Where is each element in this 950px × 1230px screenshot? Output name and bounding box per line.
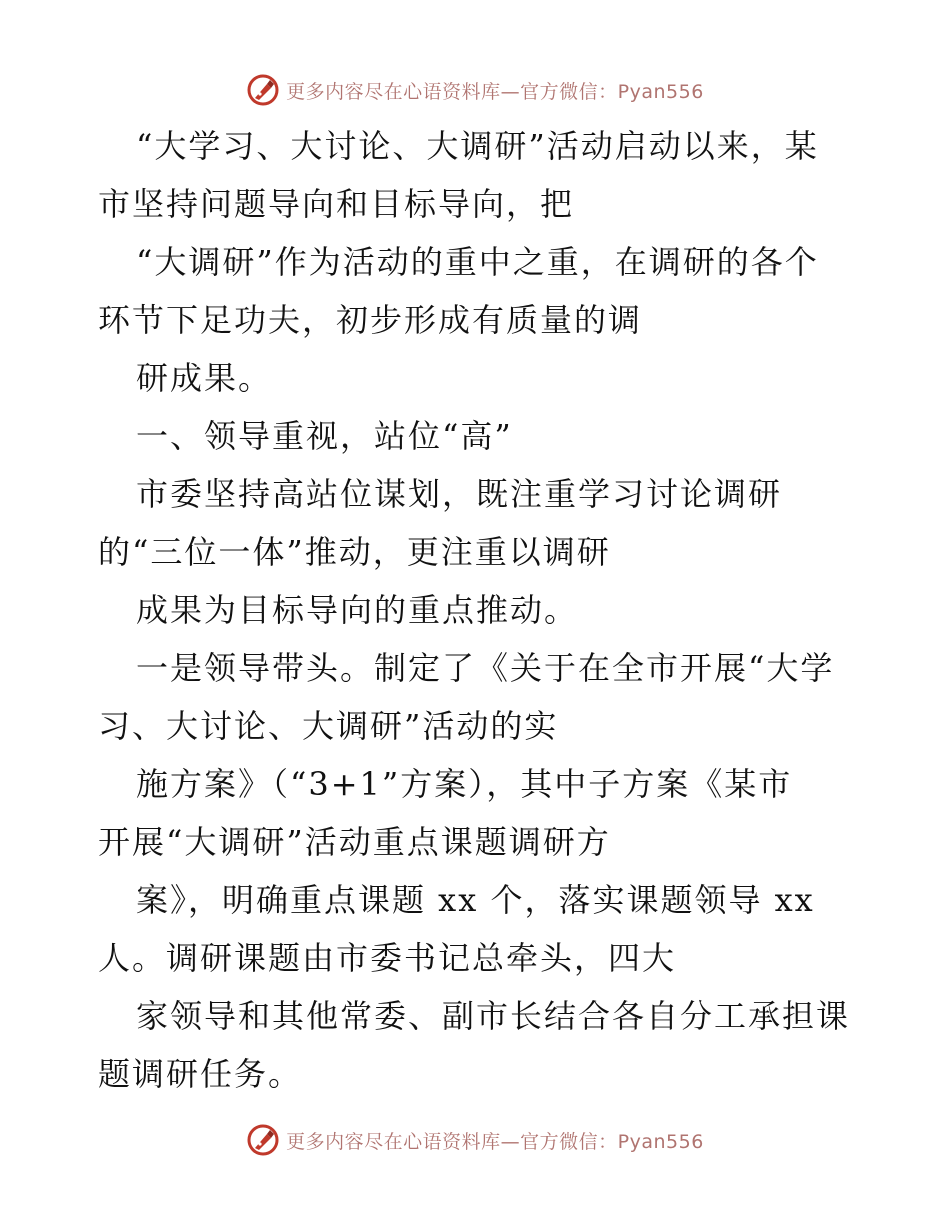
pen-nib-circle-icon <box>246 1123 280 1157</box>
text-line: 施方案》（“3+1”方案），其中子方案《某市 <box>136 765 793 803</box>
watermark-text: 更多内容尽在心语资料库—官方微信：Pyan556 <box>286 1130 704 1153</box>
text-line: 开展“大调研”活动重点课题调研方 <box>98 823 611 861</box>
section-heading: 一、领导重视，站位“高” <box>136 417 513 455</box>
text-line: 题调研任务。 <box>98 1055 303 1093</box>
text-line: “大学习、大讨论、大调研”活动启动以来，某 <box>136 127 819 165</box>
text-line: 一是领导带头。制定了《关于在全市开展“大学 <box>136 649 835 687</box>
text-line: 环节下足功夫，初步形成有质量的调 <box>98 301 643 339</box>
text-line: 市坚持问题导向和目标导向，把 <box>98 185 575 223</box>
text-line: 研成果。 <box>136 359 273 397</box>
text-line: “大调研”作为活动的重中之重，在调研的各个 <box>136 243 819 281</box>
text-line: 家领导和其他常委、副市长结合各自分工承担课 <box>136 997 851 1035</box>
text-line: 习、大讨论、大调研”活动的实 <box>98 707 559 745</box>
text-line: 市委坚持高站位谋划，既注重学习讨论调研 <box>136 475 783 513</box>
text-line: 的“三位一体”推动，更注重以调研 <box>98 533 611 571</box>
watermark-banner-bottom <box>0 1120 950 1160</box>
text-line: 成果为目标导向的重点推动。 <box>136 591 579 629</box>
watermark-text: 更多内容尽在心语资料库—官方微信：Pyan556 <box>286 80 704 103</box>
text-line: 人。调研课题由市委书记总牵头，四大 <box>98 939 677 977</box>
text-line: 案》，明确重点课题 xx 个，落实课题领导 xx <box>136 881 815 919</box>
